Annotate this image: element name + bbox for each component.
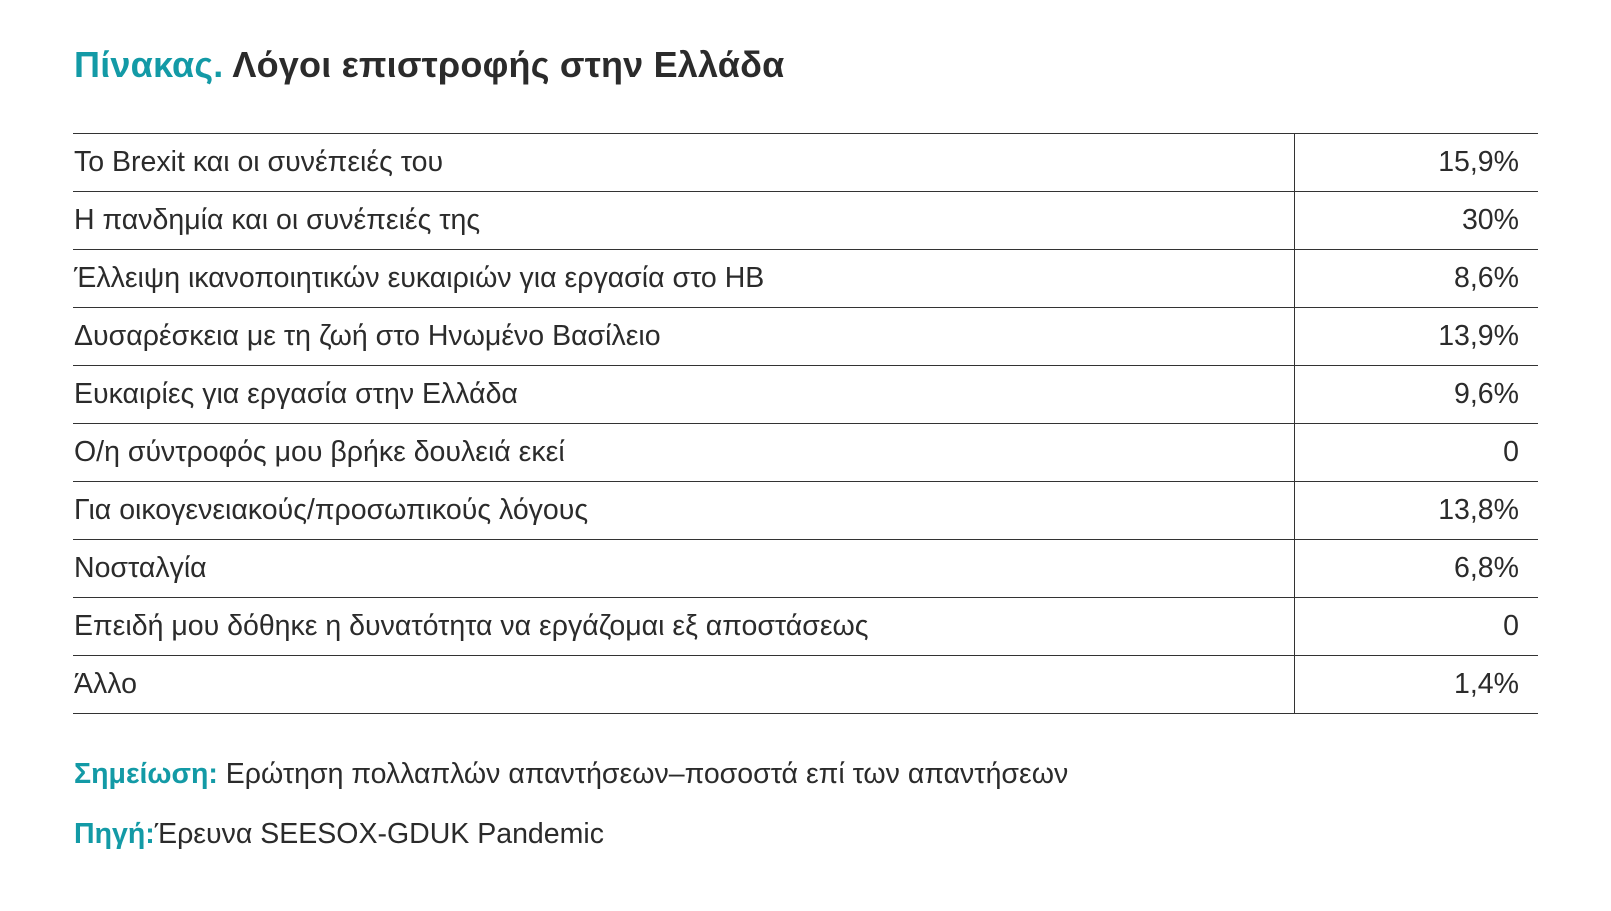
table-title-text: Λόγοι επιστροφής στην Ελλάδα xyxy=(232,44,785,85)
row-value: 8,6% xyxy=(1294,250,1538,308)
row-value: 0 xyxy=(1294,424,1538,482)
row-label: Ευκαιρίες για εργασία στην Ελλάδα xyxy=(73,366,1294,424)
table-row xyxy=(73,250,1538,308)
row-label: Η πανδημία και οι συνέπειές της xyxy=(73,192,1294,250)
row-label: Για οικογενειακούς/προσωπικούς λόγους xyxy=(73,482,1294,540)
row-value: 9,6% xyxy=(1294,366,1538,424)
table-row xyxy=(73,192,1538,250)
source-text: Έρευνα SEESOX-GDUK Pandemic xyxy=(154,818,604,850)
row-value: 0 xyxy=(1294,598,1538,656)
table-row xyxy=(73,482,1538,540)
table-row xyxy=(73,134,1538,192)
table-note xyxy=(74,758,1068,791)
table-row xyxy=(73,540,1538,598)
row-value: 13,9% xyxy=(1294,308,1538,366)
table-title xyxy=(74,44,784,86)
table-source xyxy=(74,818,604,851)
row-value: 30% xyxy=(1294,192,1538,250)
table-row xyxy=(73,366,1538,424)
source-label: Πηγή: xyxy=(74,818,155,850)
reasons-table xyxy=(73,133,1538,714)
row-label: Νοσταλγία xyxy=(73,540,1294,598)
note-label: Σημείωση: xyxy=(74,758,218,790)
row-label: Άλλο xyxy=(73,656,1294,714)
table-row xyxy=(73,656,1538,714)
row-label: Ο/η σύντροφός μου βρήκε δουλειά εκεί xyxy=(73,424,1294,482)
row-label: Έλλειψη ικανοποιητικών ευκαιριών για εργασία στο ΗΒ xyxy=(73,250,1294,308)
row-value: 15,9% xyxy=(1294,134,1538,192)
row-value: 6,8% xyxy=(1294,540,1538,598)
row-label: Επειδή μου δόθηκε η δυνατότητα να εργάζομαι εξ αποστάσεως xyxy=(73,598,1294,656)
table-row xyxy=(73,598,1538,656)
table-title-prefix: Πίνακας. xyxy=(74,44,224,85)
reasons-table-grid xyxy=(73,133,1538,714)
row-label: Το Brexit και οι συνέπειές του xyxy=(73,134,1294,192)
row-value: 13,8% xyxy=(1294,482,1538,540)
row-value: 1,4% xyxy=(1294,656,1538,714)
note-text: Ερώτηση πολλαπλών απαντήσεων–ποσοστά επί των απαντήσεων xyxy=(225,758,1069,790)
table-row xyxy=(73,308,1538,366)
table-row xyxy=(73,424,1538,482)
row-label: Δυσαρέσκεια με τη ζωή στο Ηνωμένο Βασίλειο xyxy=(73,308,1294,366)
